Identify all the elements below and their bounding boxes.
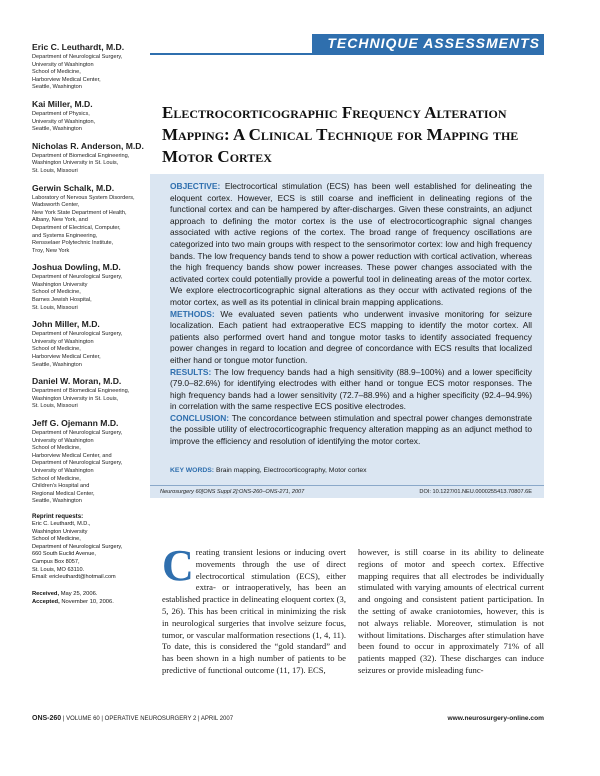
objective-label: OBJECTIVE: xyxy=(170,181,221,191)
author-affiliation-line: University of Washington, xyxy=(32,118,96,125)
results-label: RESULTS: xyxy=(170,366,212,377)
body-text-2: however, is still coarse in its ability to delineate regions of motor and speech cortex. Effective mapping requires that all electrodes be individually stimulated with varying amounts of electrical current and ongoing and consistent patient participation. In the setting of awake craniotomies, however, this is not always reliable. Moreover, stimulation is not without limitations. Discharges after stimulation have been found to occur in approximately 71% of all patients mapped (32). These discharges can induce seizures or provide misleading func- xyxy=(358,547,544,675)
author-affiliation-line: School of Medicine, xyxy=(32,346,81,353)
author-affiliation-line: Harborview Medical Center, and xyxy=(32,452,112,459)
author-affiliation-line: Seattle, Washington xyxy=(32,84,82,91)
results-text: The low frequency bands had a high sensitivity (88.9–100%) and a lower specificity (79.0–82.6%) for identifying electrodes with either hand or tongue ECS motor responses. The high frequency bands had a lower sensitivity (72.7–88.9%) and a higher specificity (92.4–94.9%) in correlation with the same respective ECS positive electrodes. xyxy=(170,366,532,412)
author-affiliation-line: Department of Biomedical Engineering, xyxy=(32,152,130,159)
issue-text: | VOLUME 60 | OPERATIVE NEUROSURGERY 2 | APRIL 2007 xyxy=(62,716,234,722)
keywords xyxy=(170,467,367,474)
abstract-text xyxy=(170,181,532,448)
author-block xyxy=(32,262,144,312)
author-affiliation-line: Department of Biomedical Engineering, xyxy=(32,388,130,395)
author-affiliation-line: University of Washington xyxy=(32,61,94,68)
author-affiliation-line: Regional Medical Center, xyxy=(32,490,95,497)
author-affiliation-line: Department of Neurological Surgery, xyxy=(32,430,123,436)
author-affiliation-line: Department of Physics, xyxy=(32,110,90,117)
reprint-line: School of Medicine, xyxy=(32,536,81,543)
reprint-line: Campus Box 8057, xyxy=(32,558,80,565)
doi: DOI: 10.1227/01.NEU.0000255413.70807.6E xyxy=(419,489,532,495)
methods-text: We evaluated seven patients who underwent invasive monitoring for seizure localization. Each patient had extraoperative ECS mapping to identify the motor cortex. All patients also performed overt hand and tongue motor tasks to identify associated frequency power changes in regard to location and degree of concordance with ECS results that localized either hand or tongue motor function. xyxy=(170,308,533,365)
author-affiliation-line: Washington University in St. Louis, xyxy=(32,160,119,167)
author-affiliation-line: Department of Neurological Surgery, xyxy=(32,460,123,467)
author-name: Daniel W. Moran, M.D. xyxy=(32,376,122,387)
author-affiliation-line: School of Medicine, xyxy=(32,289,81,296)
author-affiliation-line: University of Washington xyxy=(32,338,94,345)
author-affiliation-line: Harborview Medical Center, xyxy=(32,354,101,361)
author-affiliation-line: School of Medicine, xyxy=(32,475,81,482)
received-date xyxy=(32,590,144,598)
author-block xyxy=(32,141,144,176)
conclusion-text: The concordance between stimulation and spectral power changes demonstrate the possible utility of electrocorticographic frequency alteration mapping as an adjunct method to improve the efficiency and resolution of identifying the motor cortex. xyxy=(170,412,532,447)
footer-issue-info xyxy=(32,715,233,722)
accepted-date xyxy=(32,598,144,606)
author-name: Jeff G. Ojemann M.D. xyxy=(32,418,119,428)
reprint-heading: Reprint requests: xyxy=(32,512,84,520)
drop-cap: C xyxy=(162,541,194,590)
author-affiliation-line: Seattle, Washington xyxy=(32,126,82,133)
author-affiliation-line: Albany, New York, and xyxy=(32,217,88,224)
author-affiliation-line: University of Washington xyxy=(32,467,94,474)
journal-citation: Neurosurgery 60[ONS Suppl 2]:ONS-260–ONS-271, 2007 xyxy=(160,489,305,495)
methods-label: METHODS: xyxy=(170,308,215,319)
author-block xyxy=(32,319,144,369)
page-number: ONS-260 xyxy=(32,715,62,722)
citation-bar xyxy=(150,486,544,498)
received-label: Received, xyxy=(32,590,60,597)
author-name: Kai Miller, M.D. xyxy=(32,98,93,109)
author-affiliation-line: Department of Neurological Surgery, xyxy=(32,274,123,281)
accepted-value: November 10, 2006. xyxy=(61,598,114,605)
author-affiliation-line: Department of Neurological Surgery, xyxy=(32,54,123,60)
author-affiliation-line: School of Medicine, xyxy=(32,445,81,452)
accepted-label: Accepted, xyxy=(32,598,60,605)
author-name: Joshua Dowling, M.D. xyxy=(32,262,121,273)
author-affiliation-line: Children's Hospital and xyxy=(32,483,90,490)
reprint-line: Eric C. Leuthardt, M.D., xyxy=(32,520,91,527)
author-block xyxy=(32,99,144,134)
author-affiliation-line: Department of Neurological Surgery, xyxy=(32,331,123,338)
body-column-1 xyxy=(162,541,346,677)
author-affiliation-line: Barnes Jewish Hospital, xyxy=(32,297,92,304)
author-affiliation-line: Wadsworth Center, xyxy=(32,202,80,209)
author-affiliation-line: Seattle, Washington xyxy=(32,361,82,368)
author-affiliation-line: Harborview Medical Center, xyxy=(32,76,101,83)
author-affiliation-line: Washington University in St. Louis, xyxy=(32,395,119,402)
reprint-line: Washington University xyxy=(32,528,88,535)
author-affiliation-line: School of Medicine, xyxy=(32,69,81,76)
article-title: Electrocorticographic Frequency Alteration Mapping: A Clinical Technique for Mapping the Motor Cortex xyxy=(162,103,519,166)
reprint-line: St. Louis, MO 63110. xyxy=(32,566,85,573)
author-name: John Miller, M.D. xyxy=(32,319,100,330)
author-affiliation-line: St. Louis, Missouri xyxy=(32,403,78,410)
author-affiliation-line: and Systems Engineering, xyxy=(32,232,98,239)
section-banner: TECHNIQUE ASSESSMENTS xyxy=(312,34,544,53)
journal-website: www.neurosurgery-online.com xyxy=(447,715,544,722)
author-affiliation-line: Troy, New York xyxy=(32,247,70,254)
author-block xyxy=(32,183,144,256)
author-affiliation-line: Department of Electrical, Computer, xyxy=(32,224,121,231)
author-name: Nicholas R. Anderson, M.D. xyxy=(32,140,144,151)
author-affiliation-line: Washington University xyxy=(32,281,88,288)
author-name: Eric C. Leuthardt, M.D. xyxy=(32,42,125,52)
author-block xyxy=(32,376,144,411)
author-block xyxy=(32,42,144,92)
body-text-1: reating transient lesions or inducing overt movements through the use of direct electrocortical stimulation (ECS), either extra- or intraoperatively, has been an established practice in delineating eloquent cortex (3, 5, 26). This has been critical in minimizing the risk in neurological surgeries that involve seizure focus, tumor, or vascular malformation resections (1, 4, 11). To date, this is considered the “gold standard” and has been shown in a high number of patients to be predictive of functional outcome (11, 17). ECS, xyxy=(162,547,346,675)
reprint-line: Email: ericleuthardt@hotmail.com xyxy=(32,574,116,581)
objective-text: Electrocortical stimulation (ECS) has been well established for delineating the eloquent cortex. However, ECS is still coarse and inefficient in delineating regions of the functional cortex and can be hampered by after-discharges. Given these constraints, an adjunct approach to defining the motor cortex is the use of electrocorticographic signal changes associated with active regions of the cortex. The broad range of frequency oscillations are categorized into two main groups with respect to the sensorimotor cortex: low and high frequency bands. The low frequency bands tend to show a power reduction with cortical activation, whereas the high frequency bands show power increases. These power changes associated with the activated cortex could potentially provide a powerful tool in delineating areas of the motor cortex. We explore electrocorticographic signal alterations as they occur with activated regions of the motor cortex, as well as its potential in clinical brain mapping applications. xyxy=(170,181,532,307)
reprint-requests xyxy=(32,513,144,582)
author-affiliation-line: Seattle, Washington xyxy=(32,498,82,505)
author-sidebar xyxy=(32,42,144,606)
keywords-text: Brain mapping, Electrocorticography, Motor cortex xyxy=(215,467,367,474)
author-affiliation-line: St. Louis, Missouri xyxy=(32,167,78,174)
reprint-line: 660 South Euclid Avenue, xyxy=(32,551,96,558)
abstract-box xyxy=(150,174,544,498)
article-dates xyxy=(32,590,144,606)
author-block xyxy=(32,418,144,506)
author-affiliation-line: New York State Department of Health, xyxy=(32,209,127,216)
reprint-line: Department of Neurological Surgery, xyxy=(32,543,123,550)
received-value: May 25, 2006. xyxy=(60,590,98,597)
author-affiliation-line: University of Washington xyxy=(32,437,94,444)
conclusion-label: CONCLUSION: xyxy=(170,412,230,423)
author-affiliation-line: Laboratory of Nervous System Disorders, xyxy=(32,194,135,201)
author-name: Gerwin Schalk, M.D. xyxy=(32,182,115,193)
banner-rule xyxy=(150,53,544,55)
author-affiliation-line: Rensselaer Polytechnic Institute, xyxy=(32,240,114,247)
body-column-2 xyxy=(358,547,544,677)
author-affiliation-line: St. Louis, Missouri xyxy=(32,304,78,311)
keywords-label: KEY WORDS: xyxy=(170,467,215,474)
